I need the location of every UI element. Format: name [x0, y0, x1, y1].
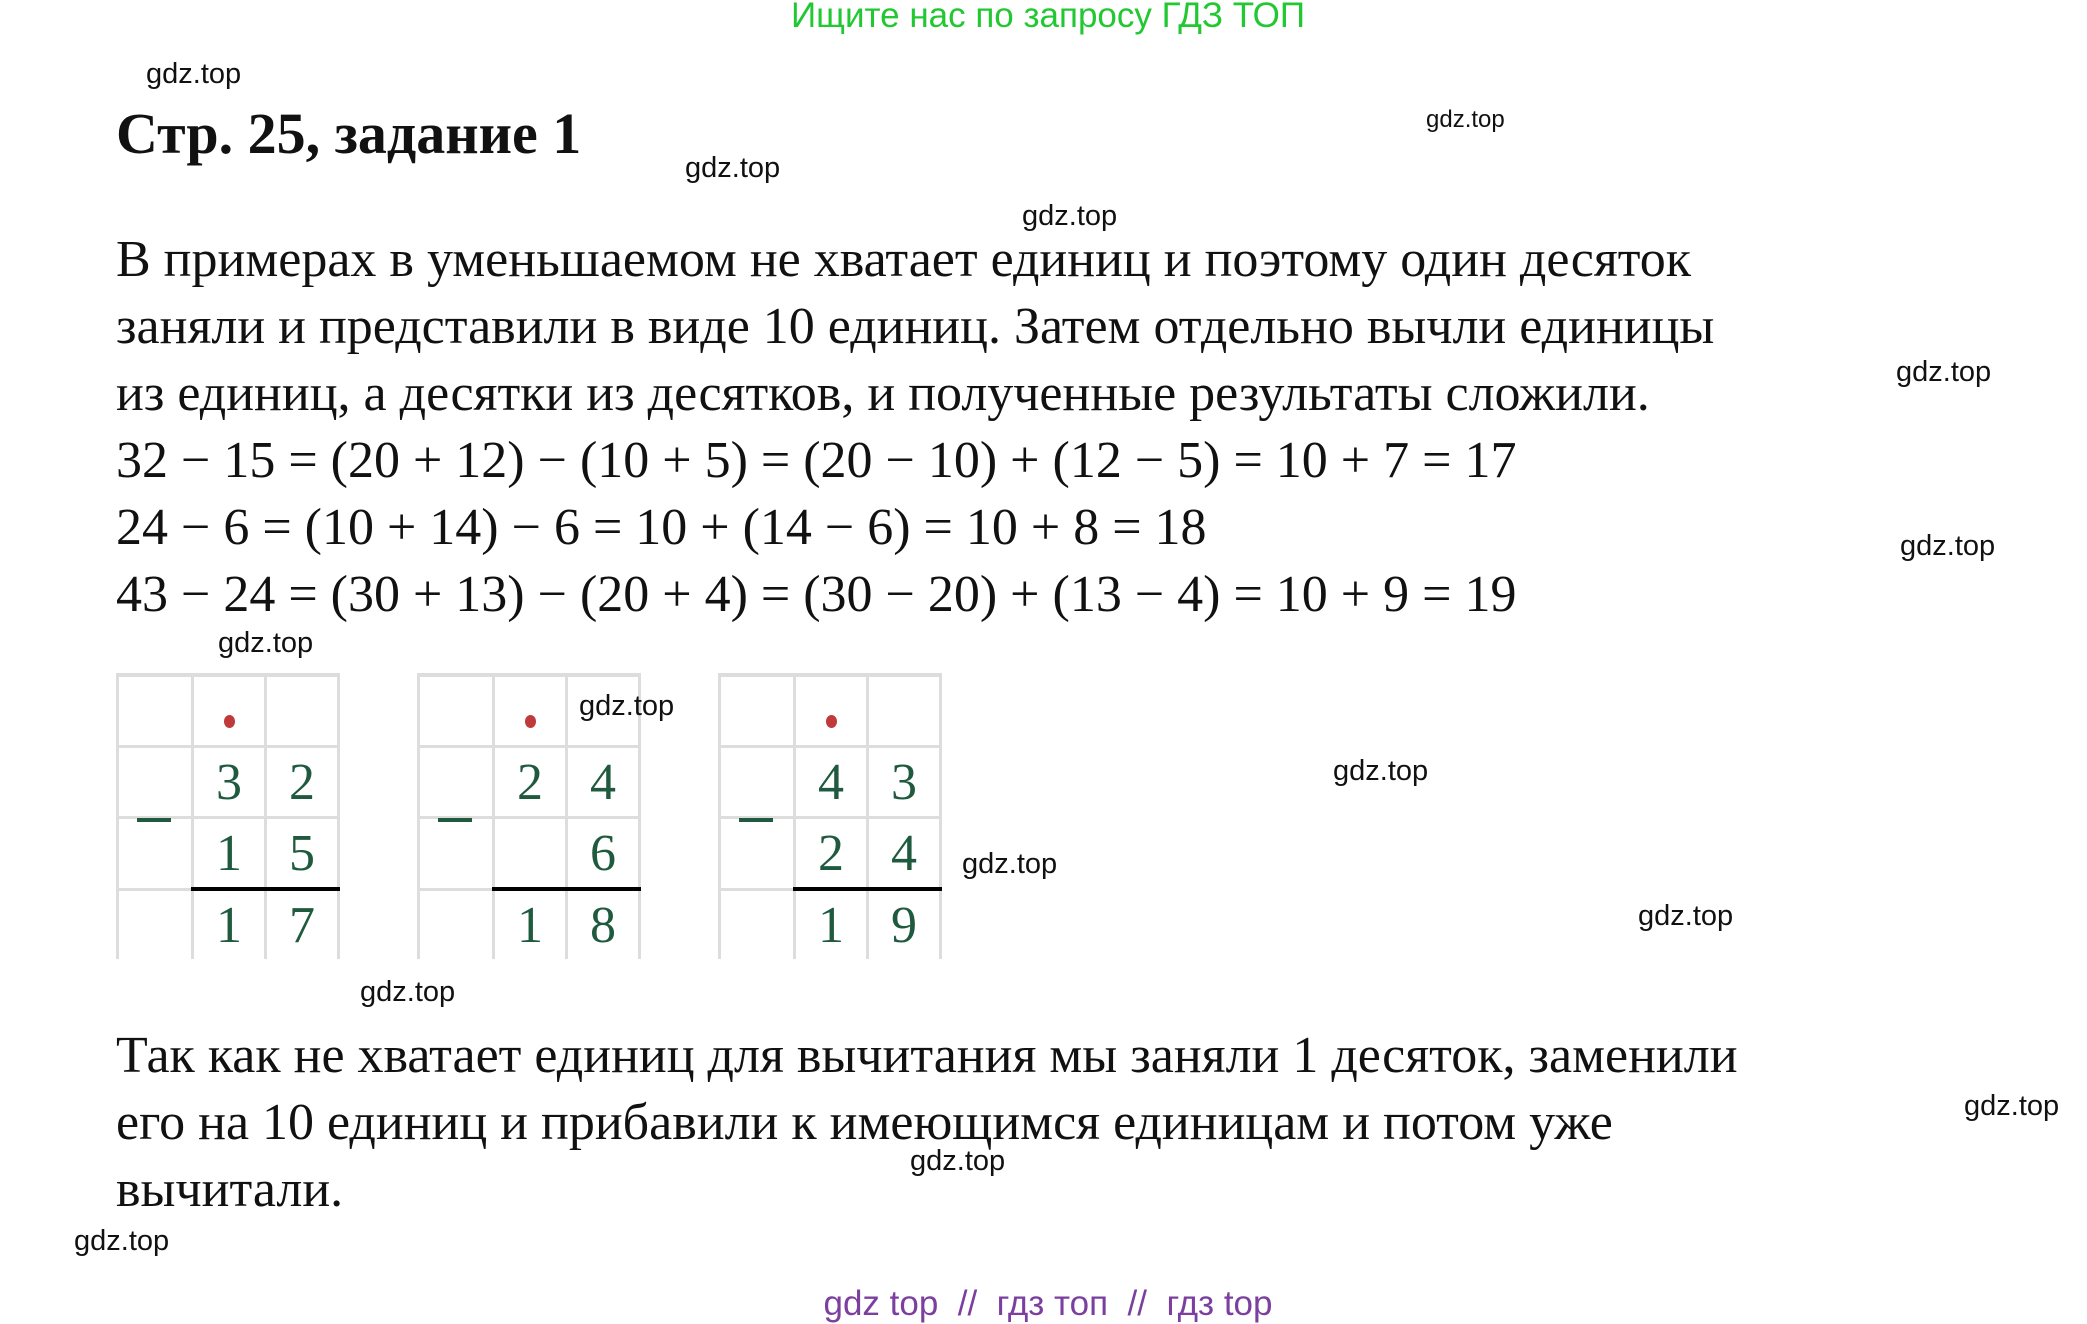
watermark: gdz.top [910, 1145, 1006, 1177]
equation-line: 43 − 24 = (30 + 13) − (20 + 4) = (30 − 20) + (13 − 4) = 10 + 9 = 19 [116, 566, 1517, 623]
digit: 1 [494, 889, 567, 959]
digit: 1 [193, 889, 266, 959]
digit: 8 [567, 889, 640, 959]
digit: 3 [868, 747, 941, 818]
borrow-dot-icon [826, 715, 837, 728]
intro-line: из единиц, а десятки из десятков, и полученные результаты сложили. [116, 365, 1650, 422]
digit: 4 [868, 818, 941, 890]
watermark: gdz.top [1426, 106, 1505, 133]
page-title: Стр. 25, задание 1 [116, 101, 582, 166]
watermark: gdz.top [1900, 530, 1996, 562]
equation-line: 32 − 15 = (20 + 12) − (10 + 5) = (20 − 10) + (12 − 5) = 10 + 7 = 17 [116, 432, 1517, 489]
watermark: gdz.top [1333, 755, 1429, 787]
watermark: gdz.top [1022, 200, 1118, 232]
borrow-dot-icon [224, 715, 235, 728]
digit: 6 [567, 818, 640, 890]
intro-line: В примерах в уменьшаемом не хватает единиц и поэтому один десяток [116, 231, 1692, 288]
explanation-line: его на 10 единиц и прибавили к имеющимся единицам и потом уже [116, 1094, 1613, 1151]
digit: 1 [795, 889, 868, 959]
watermark: gdz.top [1896, 356, 1992, 388]
watermark: gdz.top [962, 848, 1058, 880]
digit: 3 [193, 747, 266, 818]
explanation-line: вычитали. [116, 1161, 344, 1218]
footer-links: gdz top // гдз топ // гдз top [823, 1284, 1273, 1323]
explanation-line: Так как не хватает единиц для вычитания мы заняли 1 десяток, заменили [116, 1027, 1738, 1084]
column-subtraction-1 [116, 673, 340, 959]
watermark: gdz.top [74, 1225, 170, 1257]
watermark: gdz.top [1964, 1090, 2060, 1122]
search-banner: Ищите нас по запросу ГДЗ ТОП [791, 0, 1305, 35]
watermark: gdz.top [218, 627, 314, 659]
digit: 2 [795, 818, 868, 890]
explanation-paragraph [116, 1022, 1738, 1223]
digit: 5 [266, 818, 339, 890]
digit: 4 [795, 747, 868, 818]
digit: 4 [567, 747, 640, 818]
watermark: gdz.top [685, 152, 781, 184]
digit [494, 818, 567, 890]
borrow-dot-icon [525, 715, 536, 728]
column-subtraction-3 [718, 673, 942, 959]
digit: 9 [868, 889, 941, 959]
watermark: gdz.top [146, 58, 242, 90]
digit: 2 [494, 747, 567, 818]
watermark: gdz.top [360, 976, 456, 1008]
intro-paragraph [116, 226, 1714, 628]
equation-line: 24 − 6 = (10 + 14) − 6 = 10 + (14 − 6) = 10 + 8 = 18 [116, 499, 1207, 556]
watermark: gdz.top [579, 690, 675, 722]
digit: 7 [266, 889, 339, 959]
digit: 1 [193, 818, 266, 890]
digit: 2 [266, 747, 339, 818]
watermark: gdz.top [1638, 900, 1734, 932]
intro-line: заняли и представили в виде 10 единиц. Затем отдельно вычли единицы [116, 298, 1715, 355]
